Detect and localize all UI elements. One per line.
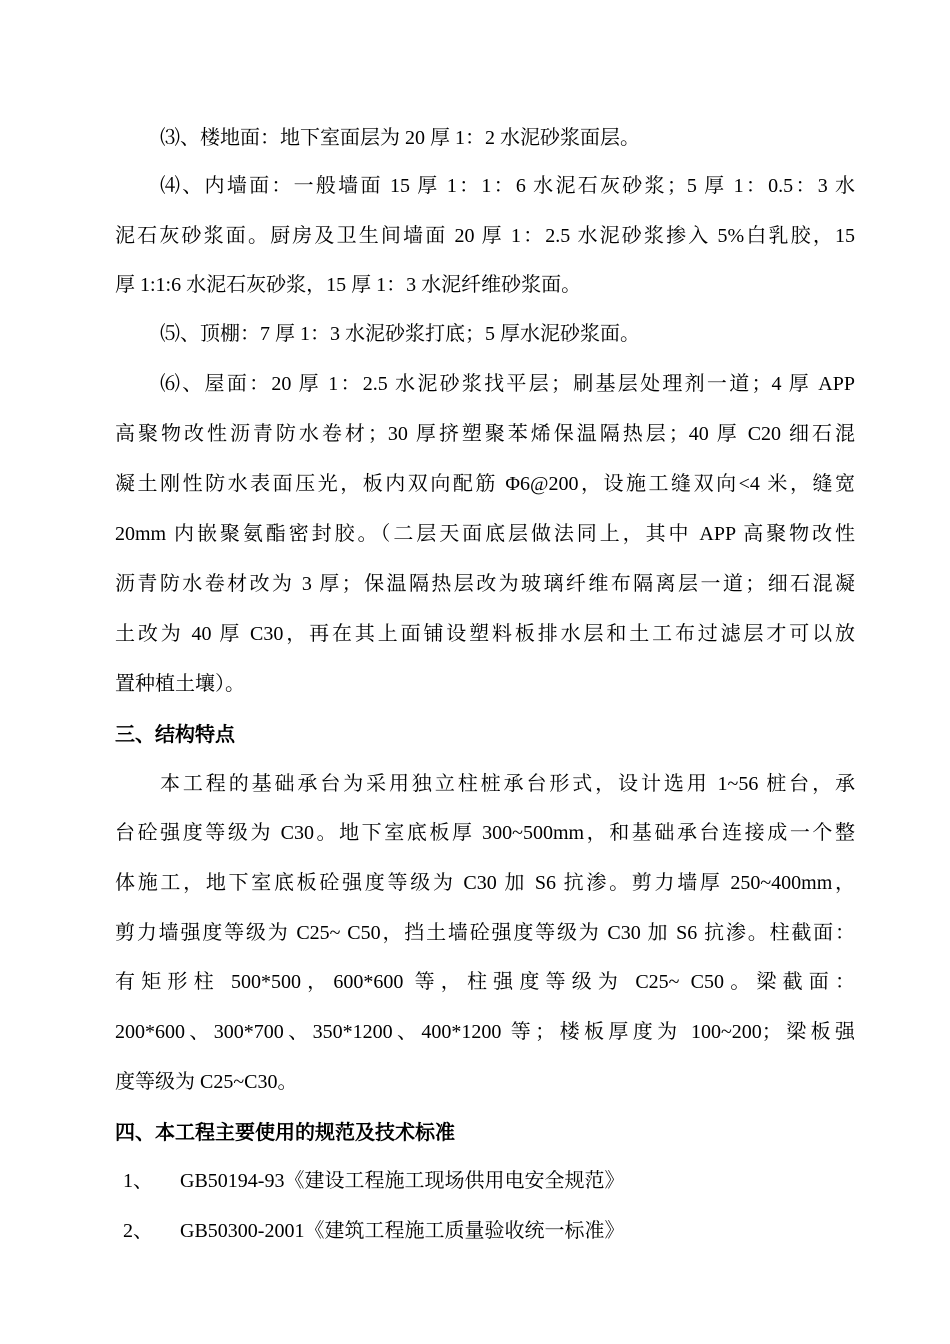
structure-line-5: 有矩形柱 500*500，600*600 等，柱强度等级为 C25~ C50。梁截面： [115, 971, 855, 993]
ceiling-line: ⑸、顶棚：7 厚 1：3 水泥砂浆打底；5 厚水泥砂浆面。 [160, 323, 640, 345]
roof-line-1: ⑹、屋面：20 厚 1：2.5 水泥砂浆找平层；刷基层处理剂一道；4 厚 APP [160, 373, 855, 395]
interior-wall-line-3: 厚 1:1:6 水泥石灰砂浆，15 厚 1：3 水泥纤维砂浆面。 [115, 274, 582, 296]
roof-line-2: 高聚物改性沥青防水卷材；30 厚挤塑聚苯烯保温隔热层；40 厚 C20 细石混 [115, 423, 855, 445]
standards-item-text: GB50194-93《建设工程施工现场供用电安全规范》 [180, 1170, 625, 1192]
floor-finish-line: ⑶、楼地面：地下室面层为 20 厚 1：2 水泥砂浆面层。 [160, 127, 640, 149]
structure-line-4: 剪力墙强度等级为 C25~ C50，挡土墙砼强度等级为 C30 加 S6 抗渗。柱截面： [115, 922, 855, 944]
structure-line-7: 度等级为 C25~C30。 [115, 1071, 298, 1093]
roof-line-5: 沥青防水卷材改为 3 厚；保温隔热层改为玻璃纤维布隔离层一道；细石混凝 [115, 573, 855, 595]
roof-line-3: 凝土刚性防水表面压光，板内双向配筋 Φ6@200，设施工缝双向<4 米，缝宽 [115, 473, 855, 495]
interior-wall-line-2: 泥石灰砂浆面。厨房及卫生间墙面 20 厚 1：2.5 水泥砂浆掺入 5%白乳胶，15 [115, 225, 855, 247]
structure-line-3: 体施工，地下室底板砼强度等级为 C30 加 S6 抗渗。剪力墙厚 250~400mm， [115, 872, 855, 894]
interior-wall-line-1: ⑷、内墙面：一般墙面 15 厚 1：1：6 水泥石灰砂浆；5 厚 1：0.5：3 水 [160, 175, 855, 197]
structure-line-2: 台砼强度等级为 C30。地下室底板厚 300~500mm，和基础承台连接成一个整 [115, 822, 855, 844]
standards-heading: 四、本工程主要使用的规范及技术标准 [115, 1120, 455, 1144]
structure-heading: 三、结构特点 [115, 722, 235, 746]
structure-line-6: 200*600、300*700、350*1200、400*1200 等；楼板厚度为 100~200；梁板强 [115, 1021, 855, 1043]
roof-line-6: 土改为 40 厚 C30，再在其上面铺设塑料板排水层和土工布过滤层才可以放 [115, 623, 855, 645]
roof-line-4: 20mm 内嵌聚氨酯密封胶。（二层天面底层做法同上，其中 APP 高聚物改性 [115, 523, 855, 545]
structure-line-1: 本工程的基础承台为采用独立柱桩承台形式，设计选用 1~56 桩台，承 [160, 773, 855, 795]
standards-item-number: 2、 [123, 1220, 153, 1242]
standards-item-number: 1、 [123, 1170, 153, 1192]
standards-item-text: GB50300-2001《建筑工程施工质量验收统一标准》 [180, 1220, 625, 1242]
roof-line-7: 置种植土壤）。 [115, 673, 245, 695]
